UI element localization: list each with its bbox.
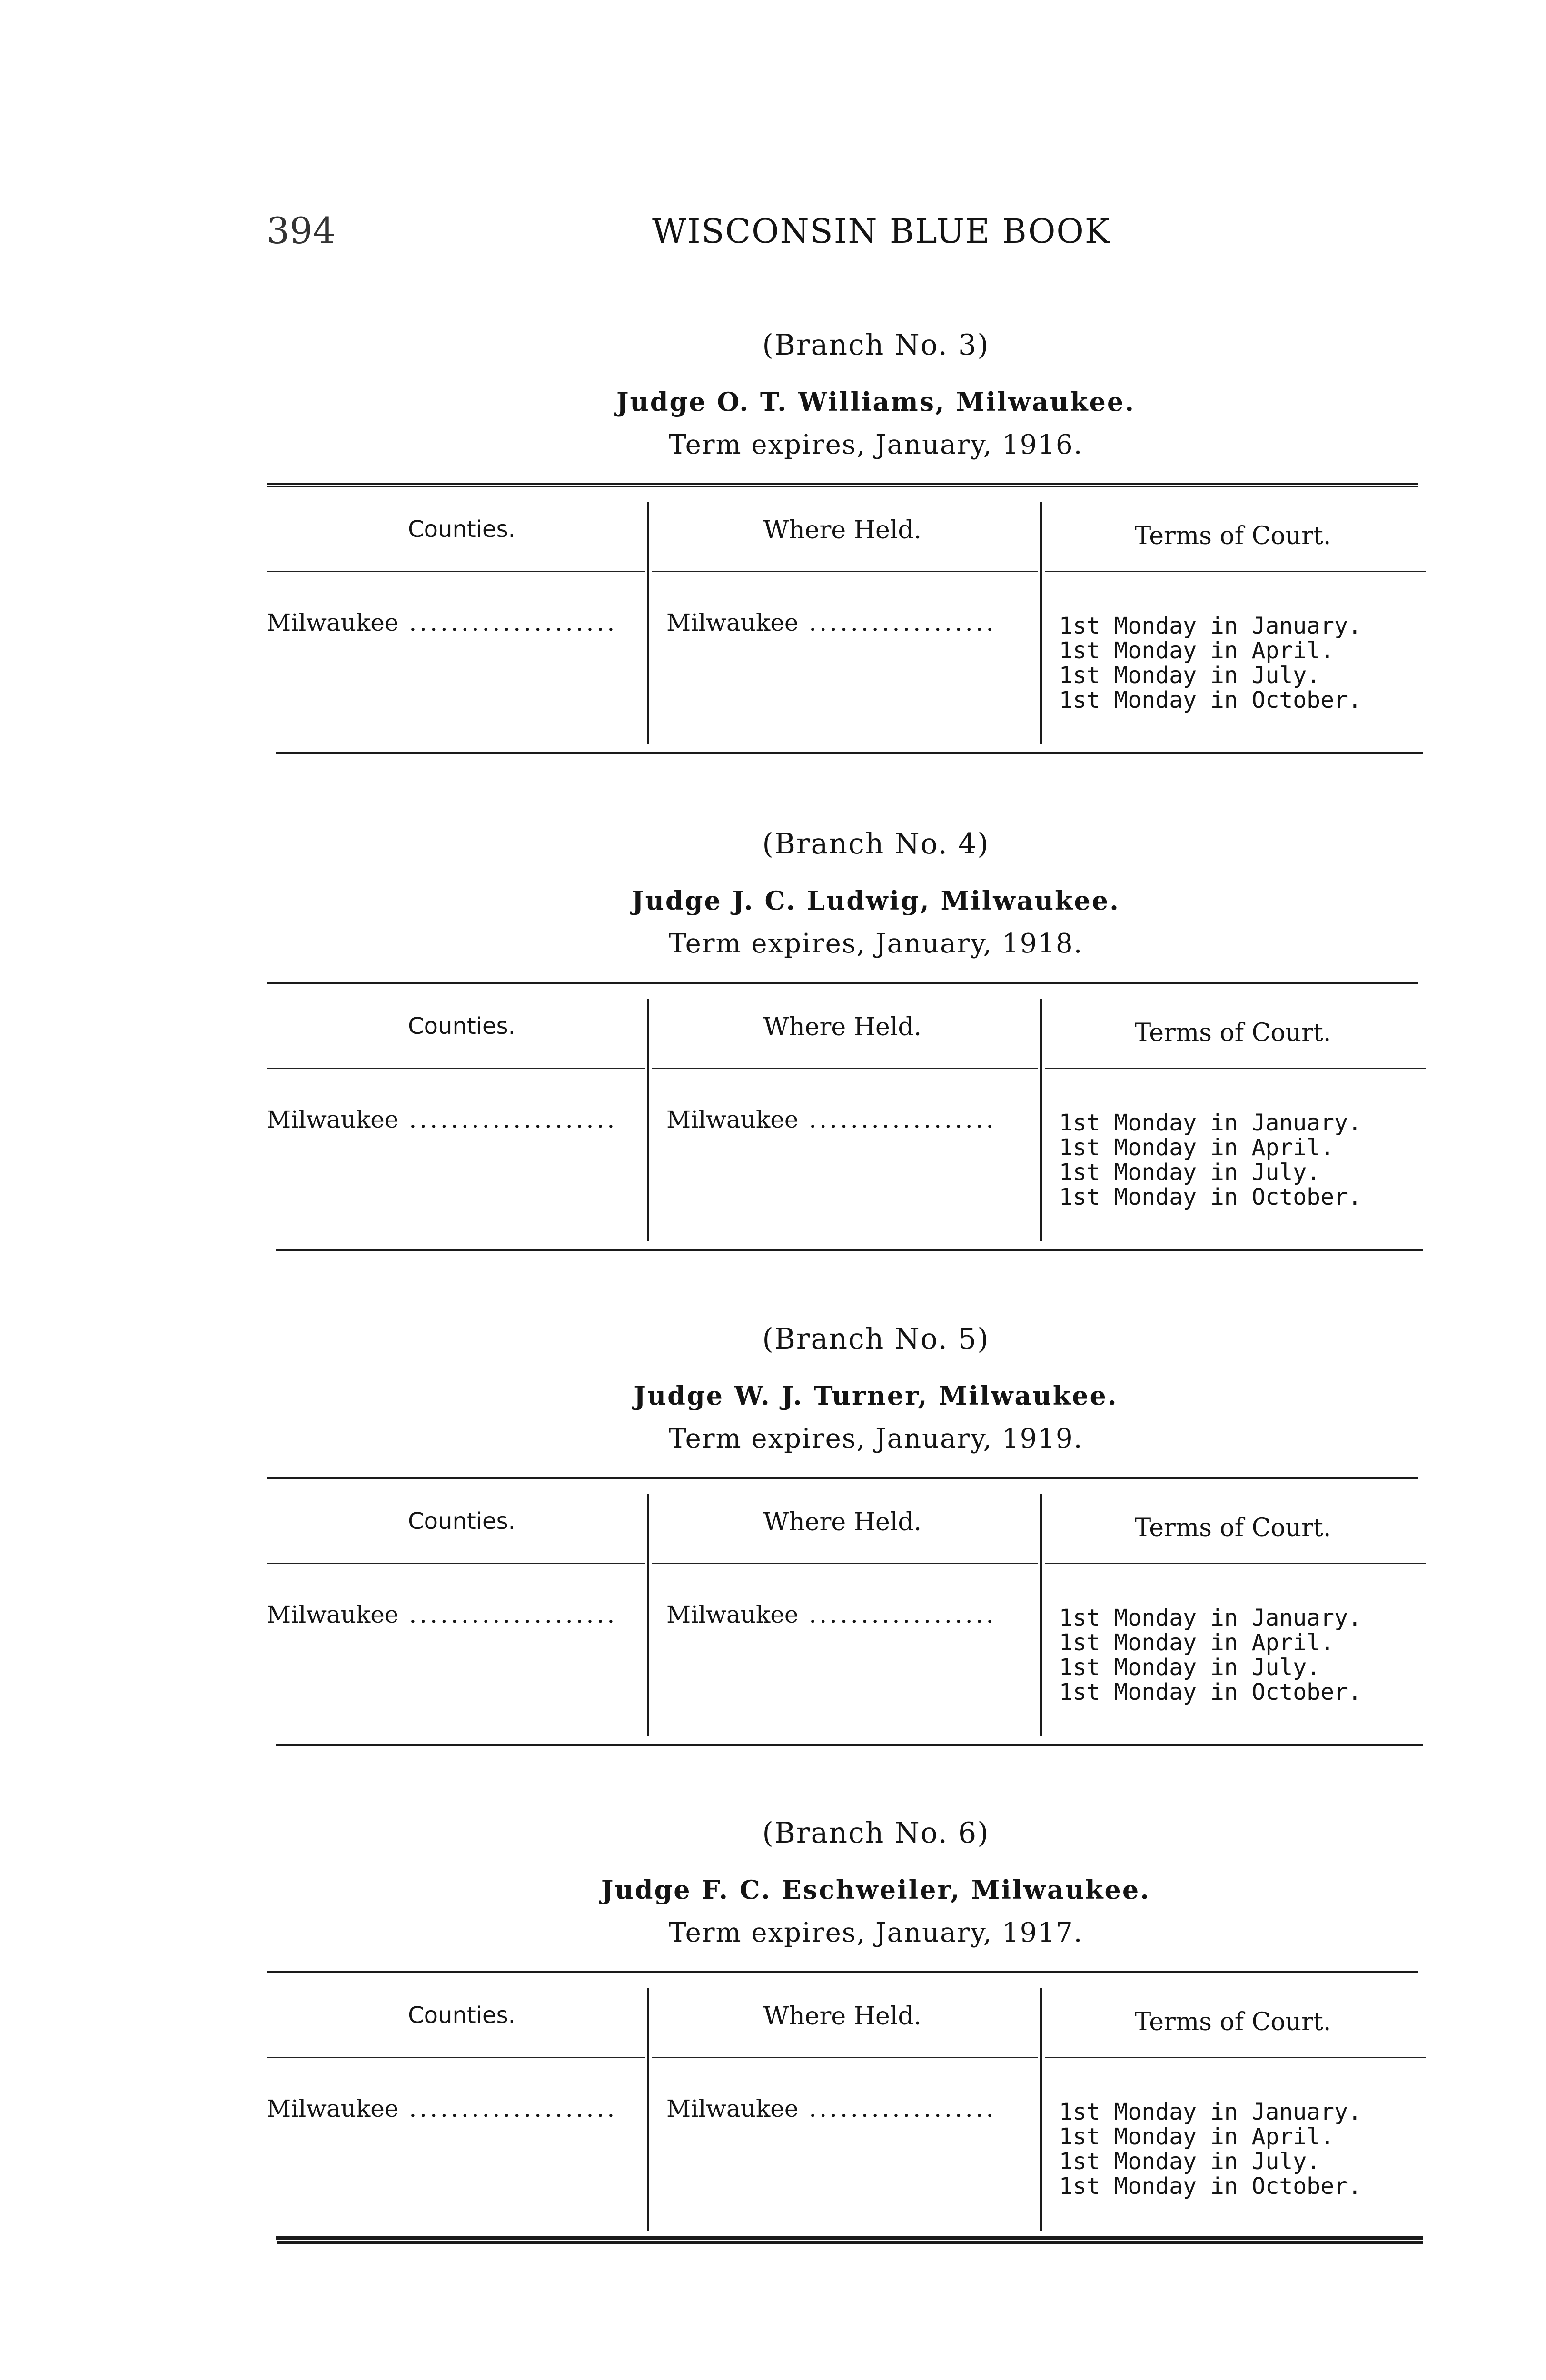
- dot-leader: ....................: [398, 609, 618, 636]
- where-held-cell: [666, 1106, 1038, 1133]
- judge-name: Judge O. T. Williams, Milwaukee.: [616, 387, 1136, 417]
- county-cell: [267, 1106, 643, 1133]
- county-name: Milwaukee: [267, 2095, 399, 2122]
- term-line: 1st Monday in October.: [1059, 1184, 1362, 1210]
- county-cell: [267, 609, 643, 636]
- column-divider: [647, 502, 649, 744]
- branch-section-4: [267, 827, 1418, 1251]
- judge-name: Judge F. C. Eschweiler, Milwaukee.: [601, 1874, 1151, 1905]
- header-counties: Counties.: [408, 1508, 515, 1535]
- header-rule: [1045, 571, 1426, 572]
- header-rule: [652, 2057, 1038, 2058]
- county-cell: [267, 1601, 643, 1628]
- column-divider: [1040, 502, 1042, 744]
- term-expires: Term expires, January, 1919.: [668, 1423, 1083, 1454]
- header-counties: Counties.: [408, 2002, 515, 2029]
- term-line: 1st Monday in January.: [1059, 2099, 1362, 2125]
- header-where-held: Where Held.: [763, 1013, 922, 1041]
- branch-section-6: [267, 1816, 1418, 2240]
- term-line: 1st Monday in January.: [1059, 1110, 1362, 1136]
- dot-leader: ....................: [398, 1601, 618, 1628]
- where-held-name: Milwaukee: [666, 609, 799, 636]
- term-line: 1st Monday in July.: [1059, 662, 1321, 689]
- terms-list: [1059, 2100, 1421, 2199]
- dot-leader: ....................: [398, 2095, 618, 2122]
- term-line: 1st Monday in July.: [1059, 2148, 1321, 2175]
- header-rule: [267, 2057, 645, 2058]
- header-rule: [1045, 1068, 1426, 1069]
- term-line: 1st Monday in January.: [1059, 613, 1362, 639]
- term-line: 1st Monday in July.: [1059, 1159, 1321, 1186]
- term-line: 1st Monday in October.: [1059, 687, 1362, 714]
- header-rule: [652, 571, 1038, 572]
- page-number: 394: [267, 209, 336, 252]
- branch-title: (Branch No. 3): [762, 328, 990, 362]
- where-held-cell: [666, 1601, 1038, 1628]
- term-line: 1st Monday in October.: [1059, 2173, 1362, 2200]
- dot-leader: ....................: [398, 1106, 618, 1133]
- header-rule: [652, 1068, 1038, 1069]
- header-terms: Terms of Court.: [1134, 1514, 1331, 1542]
- column-divider: [1040, 999, 1042, 1241]
- terms-list: [1059, 1606, 1421, 1705]
- term-expires: Term expires, January, 1916.: [668, 429, 1083, 460]
- header-terms: Terms of Court.: [1134, 2008, 1331, 2036]
- header-terms: Terms of Court.: [1134, 522, 1331, 550]
- where-held-cell: [666, 609, 1038, 636]
- court-table: [267, 982, 1418, 1251]
- branch-section-3: [267, 328, 1418, 754]
- county-cell: [267, 2095, 643, 2122]
- term-line: 1st Monday in April.: [1059, 1134, 1334, 1161]
- column-divider: [647, 1988, 649, 2231]
- dot-leader: ..................: [798, 609, 997, 636]
- table-bottom-rule: [276, 2236, 1423, 2240]
- header-rule: [267, 571, 645, 572]
- judge-name: Judge W. J. Turner, Milwaukee.: [634, 1380, 1118, 1411]
- branch-title: (Branch No. 5): [762, 1322, 990, 1356]
- header-where-held: Where Held.: [763, 2002, 922, 2031]
- header-rule: [267, 1563, 645, 1564]
- column-divider: [1040, 1494, 1042, 1736]
- county-name: Milwaukee: [267, 1601, 399, 1628]
- header-where-held: Where Held.: [763, 1508, 922, 1537]
- header-rule: [1045, 2057, 1426, 2058]
- term-line: 1st Monday in October.: [1059, 1679, 1362, 1706]
- column-divider: [647, 999, 649, 1241]
- column-divider: [647, 1494, 649, 1736]
- header-terms: Terms of Court.: [1134, 1019, 1331, 1047]
- county-name: Milwaukee: [267, 1106, 399, 1133]
- branch-section-5: [267, 1322, 1418, 1746]
- term-line: 1st Monday in January.: [1059, 1605, 1362, 1631]
- term-line: 1st Monday in April.: [1059, 2123, 1334, 2150]
- court-table: [267, 483, 1418, 754]
- column-divider: [1040, 1988, 1042, 2231]
- where-held-name: Milwaukee: [666, 2095, 799, 2122]
- term-line: 1st Monday in April.: [1059, 1629, 1334, 1656]
- header-counties: Counties.: [408, 1013, 515, 1040]
- terms-list: [1059, 1111, 1421, 1210]
- term-expires: Term expires, January, 1917.: [668, 1917, 1083, 1948]
- term-expires: Term expires, January, 1918.: [668, 928, 1083, 959]
- header-where-held: Where Held.: [763, 516, 922, 545]
- dot-leader: ..................: [798, 1106, 997, 1133]
- court-table: [267, 1971, 1418, 2240]
- county-name: Milwaukee: [267, 609, 399, 636]
- court-table: [267, 1477, 1418, 1746]
- header-rule: [652, 1563, 1038, 1564]
- where-held-cell: [666, 2095, 1038, 2122]
- term-line: 1st Monday in April.: [1059, 637, 1334, 664]
- branch-title: (Branch No. 4): [762, 827, 990, 861]
- dot-leader: ..................: [798, 2095, 997, 2122]
- terms-list: [1059, 614, 1421, 713]
- dot-leader: ..................: [798, 1601, 997, 1628]
- header-rule: [267, 1068, 645, 1069]
- running-head: WISCONSIN BLUE BOOK: [652, 212, 1111, 251]
- term-line: 1st Monday in July.: [1059, 1654, 1321, 1681]
- branch-title: (Branch No. 6): [762, 1816, 990, 1850]
- header-counties: Counties.: [408, 516, 515, 543]
- where-held-name: Milwaukee: [666, 1106, 799, 1133]
- header-rule: [1045, 1563, 1426, 1564]
- where-held-name: Milwaukee: [666, 1601, 799, 1628]
- table-bottom-rule: [276, 1249, 1423, 1251]
- table-bottom-rule: [276, 1744, 1423, 1746]
- judge-name: Judge J. C. Ludwig, Milwaukee.: [632, 885, 1120, 916]
- table-bottom-rule: [276, 752, 1423, 754]
